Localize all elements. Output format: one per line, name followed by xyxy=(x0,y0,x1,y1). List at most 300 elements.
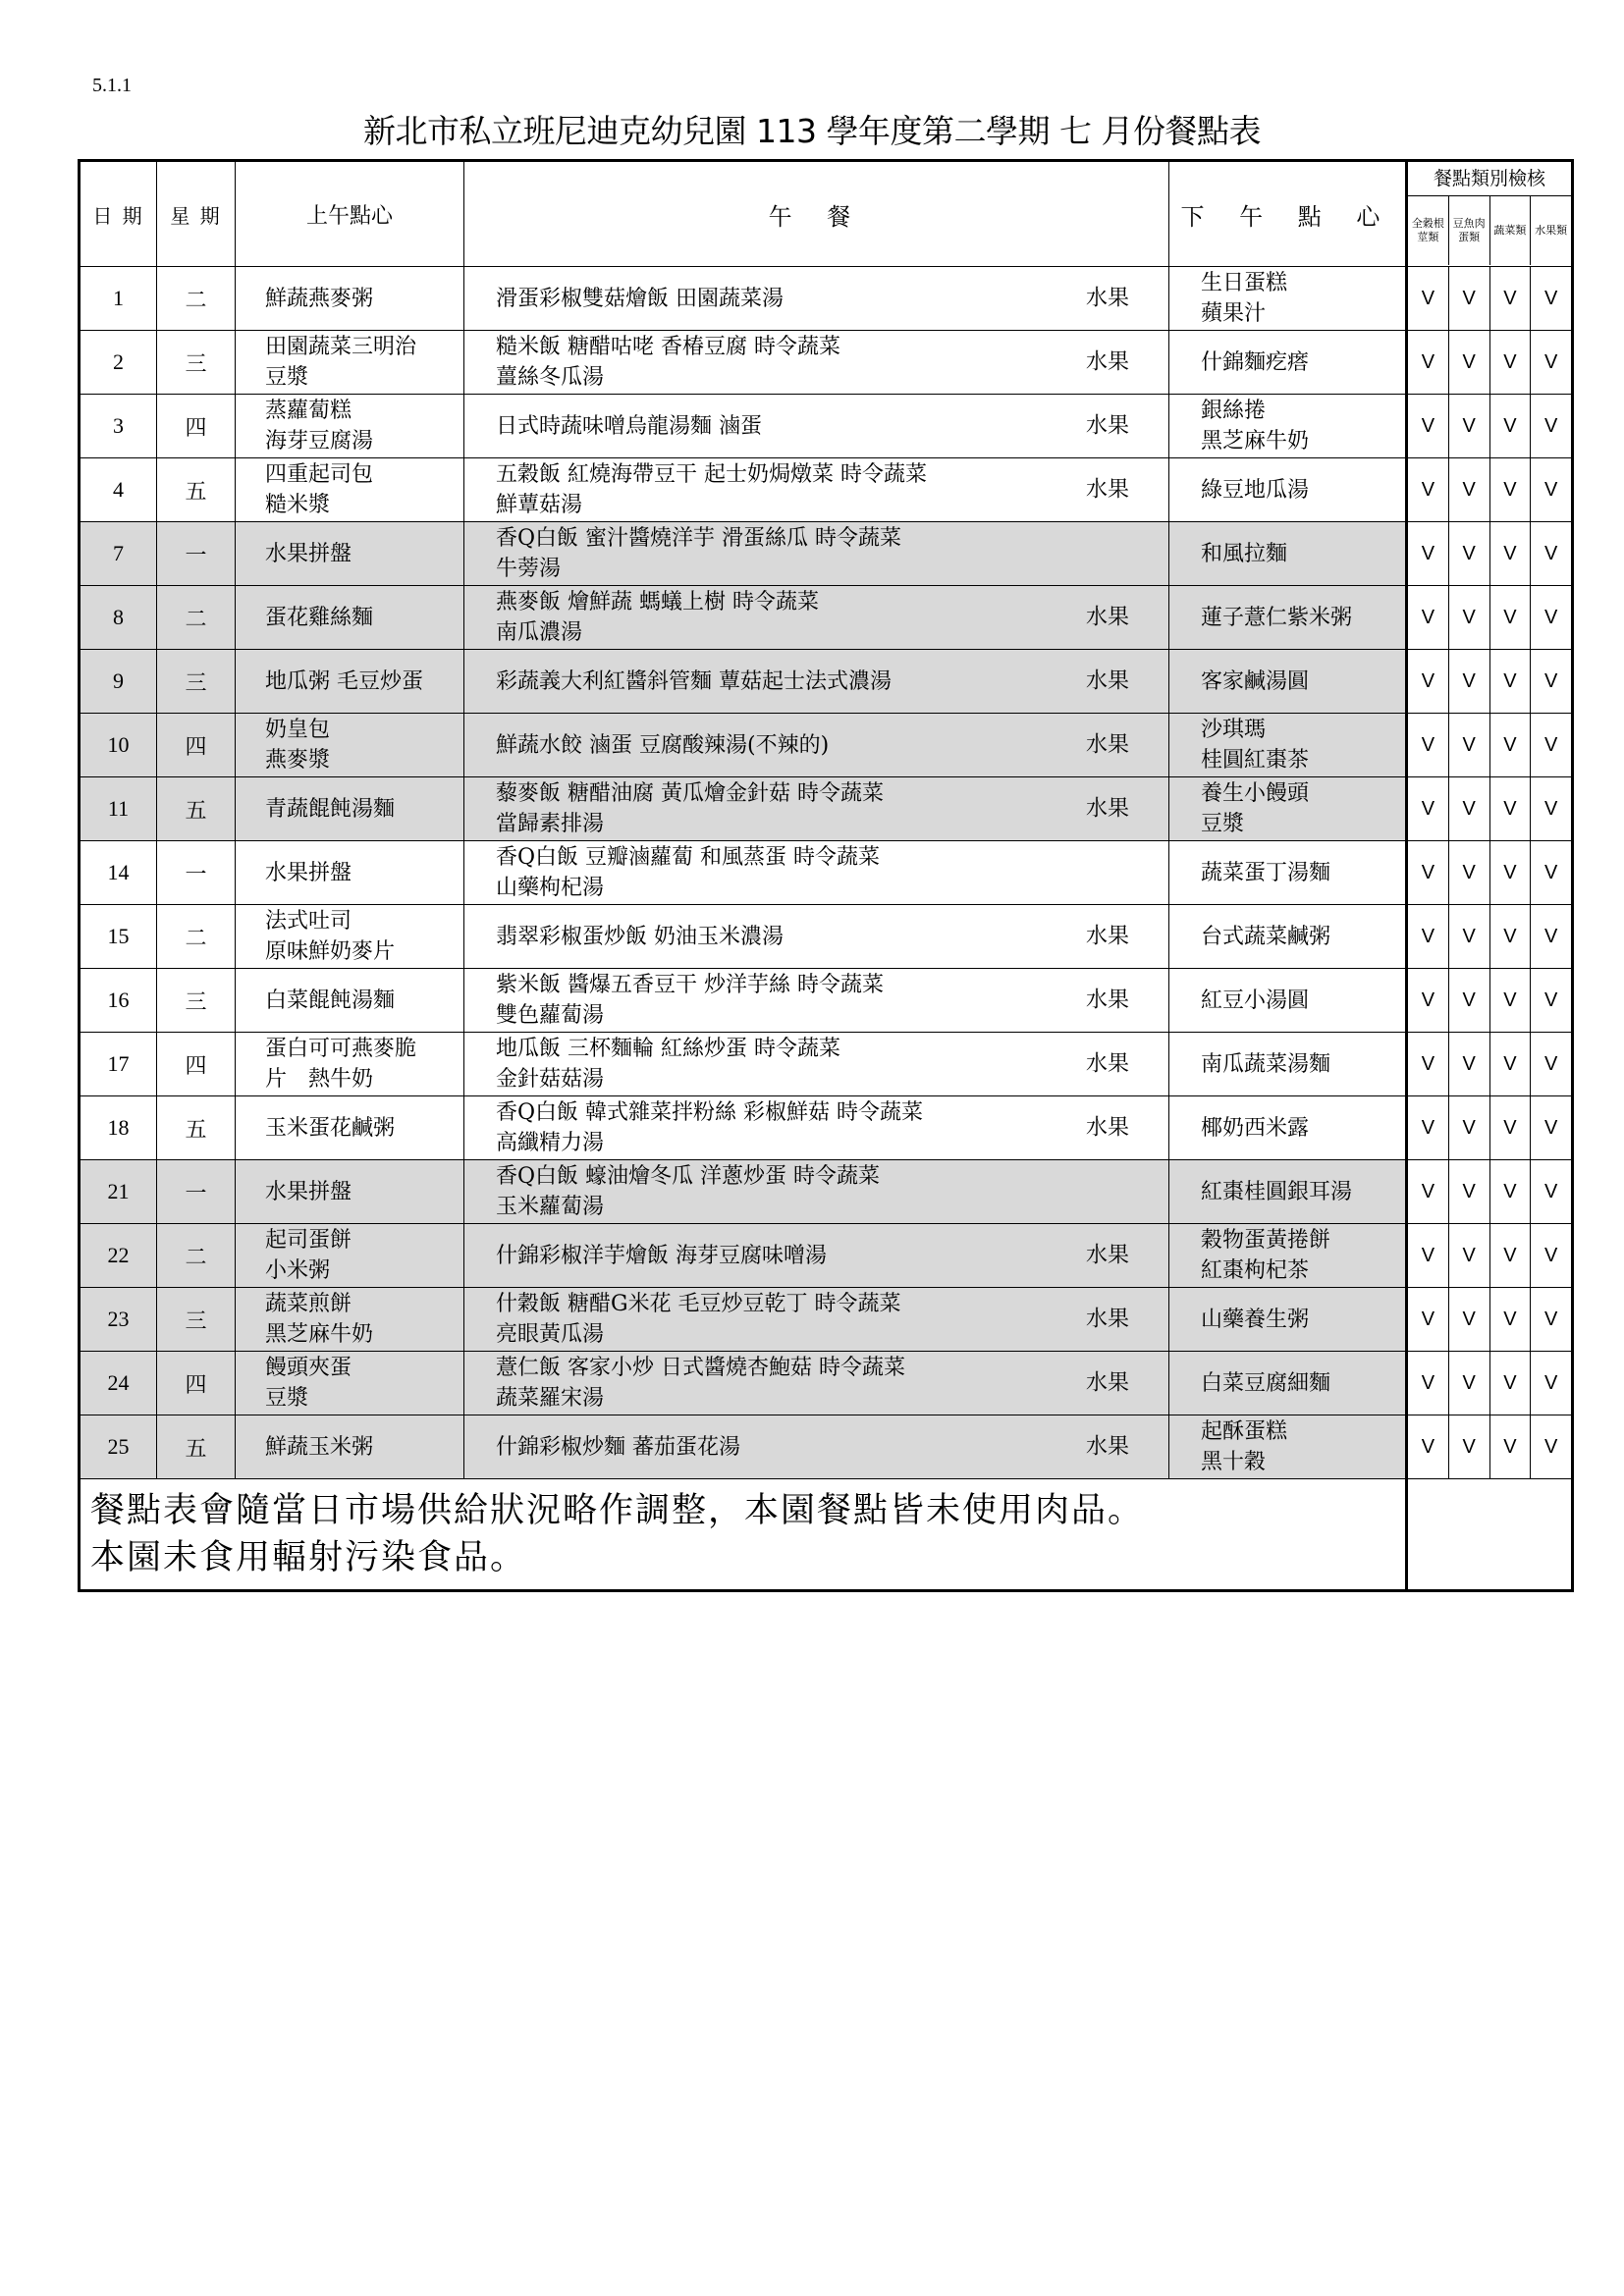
header-check xyxy=(1407,161,1573,267)
check-marks xyxy=(1408,1288,1571,1351)
header-weekday: 星 期 xyxy=(157,161,236,267)
check-marks xyxy=(1408,1224,1571,1287)
cell-date: 23 xyxy=(80,1288,157,1352)
check-marks xyxy=(1408,331,1571,394)
cell-am-snack xyxy=(236,1033,464,1096)
cell-weekday: 三 xyxy=(157,1288,236,1352)
cell-lunch xyxy=(464,1033,1169,1096)
cell-lunch xyxy=(464,905,1169,969)
check-mark: V xyxy=(1489,1224,1531,1287)
check-mark: V xyxy=(1448,969,1489,1032)
cell-weekday: 五 xyxy=(157,458,236,522)
table-row xyxy=(80,586,1573,650)
cell-date: 25 xyxy=(80,1415,157,1479)
cell-lunch xyxy=(464,714,1169,777)
cell-pm-snack xyxy=(1169,1415,1407,1479)
cell-lunch xyxy=(464,522,1169,586)
cell-check xyxy=(1407,1288,1573,1352)
lunch-fruit: 水果 xyxy=(1085,1115,1129,1141)
cell-check xyxy=(1407,1096,1573,1160)
cell-lunch xyxy=(464,841,1169,905)
am-snack-line: 水果拼盤 xyxy=(265,1179,352,1204)
cell-date: 3 xyxy=(80,395,157,458)
cell-am-snack xyxy=(236,1224,464,1288)
lunch-line: 什錦彩椒炒麵 蕃茄蛋花湯 xyxy=(496,1434,740,1460)
table-row xyxy=(80,267,1573,331)
cell-am-snack xyxy=(236,395,464,458)
am-snack-line: 饅頭夾蛋 xyxy=(265,1356,352,1380)
check-marks xyxy=(1408,1415,1571,1478)
cell-am-snack xyxy=(236,331,464,395)
lunch-fruit: 水果 xyxy=(1085,732,1129,758)
check-mark: V xyxy=(1448,1224,1489,1287)
check-marks xyxy=(1408,522,1571,585)
lunch-fruit: 水果 xyxy=(1085,413,1129,439)
cell-pm-snack xyxy=(1169,1160,1407,1224)
table-row xyxy=(80,1288,1573,1352)
am-snack-line: 奶皇包 xyxy=(265,718,331,742)
cell-am-snack xyxy=(236,1288,464,1352)
lunch-fruit: 水果 xyxy=(1085,1243,1129,1268)
lunch-line: 金針菇菇湯 xyxy=(496,1067,605,1092)
cell-lunch xyxy=(464,777,1169,841)
cell-pm-snack xyxy=(1169,777,1407,841)
check-marks xyxy=(1408,777,1571,840)
pm-snack-line: 台式蔬菜鹹粥 xyxy=(1201,924,1331,949)
check-mark: V xyxy=(1421,350,1435,373)
cell-am-snack xyxy=(236,841,464,905)
cell-lunch xyxy=(464,1415,1169,1479)
check-mark: V xyxy=(1421,925,1435,947)
lunch-line: 高纖精力湯 xyxy=(496,1131,605,1155)
table-row xyxy=(80,1415,1573,1479)
check-mark: V xyxy=(1530,714,1571,776)
cell-date: 14 xyxy=(80,841,157,905)
am-snack-line: 燕麥漿 xyxy=(265,748,331,773)
am-snack-line: 蛋花雞絲麵 xyxy=(265,605,374,630)
am-snack-line: 黑芝麻牛奶 xyxy=(265,1322,374,1347)
pm-snack-line: 南瓜蔬菜湯麵 xyxy=(1201,1051,1331,1077)
lunch-line: 燕麥飯 燴鮮蔬 螞蟻上樹 時令蔬菜 xyxy=(496,590,819,614)
cell-check xyxy=(1407,714,1573,777)
check-mark: V xyxy=(1421,669,1435,692)
cell-date: 24 xyxy=(80,1352,157,1415)
cell-weekday: 二 xyxy=(157,586,236,650)
am-snack-line: 水果拼盤 xyxy=(265,541,352,566)
lunch-line: 亮眼黃瓜湯 xyxy=(496,1322,605,1347)
cell-date: 17 xyxy=(80,1033,157,1096)
lunch-line: 香Q白飯 蠔油燴冬瓜 洋蔥炒蛋 時令蔬菜 xyxy=(496,1164,881,1189)
am-snack-line: 海芽豆腐湯 xyxy=(265,429,374,454)
lunch-fruit: 水果 xyxy=(1085,1307,1129,1332)
lunch-fruit: 水果 xyxy=(1085,286,1129,311)
check-mark: V xyxy=(1421,1116,1435,1139)
table-row xyxy=(80,522,1573,586)
meal-table xyxy=(78,159,1574,1592)
check-mark: V xyxy=(1448,1288,1489,1351)
cell-lunch xyxy=(464,458,1169,522)
lunch-line: 藜麥飯 糖醋油腐 黃瓜燴金針菇 時令蔬菜 xyxy=(496,781,884,806)
check-mark: V xyxy=(1530,331,1571,394)
check-marks xyxy=(1408,1096,1571,1159)
check-mark: V xyxy=(1421,861,1435,883)
check-mark: V xyxy=(1448,841,1489,904)
table-row xyxy=(80,714,1573,777)
pm-snack-line: 和風拉麵 xyxy=(1201,541,1288,566)
pm-snack-line: 黑芝麻牛奶 xyxy=(1201,429,1310,454)
cell-date: 21 xyxy=(80,1160,157,1224)
lunch-line: 雙色蘿蔔湯 xyxy=(496,1003,605,1028)
lunch-fruit: 水果 xyxy=(1085,1370,1129,1396)
check-mark: V xyxy=(1530,522,1571,585)
cell-pm-snack xyxy=(1169,1096,1407,1160)
page-title: 新北市私立班尼迪克幼兒園 113 學年度第二學期 七 月份餐點表 xyxy=(363,112,1261,150)
check-col-protein: 豆魚肉蛋類 xyxy=(1448,196,1489,265)
pm-snack-line: 沙琪瑪 xyxy=(1201,718,1267,742)
check-marks xyxy=(1408,650,1571,713)
check-mark: V xyxy=(1448,714,1489,776)
check-mark: V xyxy=(1489,458,1531,521)
check-mark: V xyxy=(1489,905,1531,968)
cell-am-snack xyxy=(236,714,464,777)
pm-snack-line: 客家鹹湯圓 xyxy=(1201,668,1310,694)
check-mark: V xyxy=(1530,841,1571,904)
check-mark: V xyxy=(1448,1096,1489,1159)
table-row xyxy=(80,841,1573,905)
header-row xyxy=(80,161,1573,267)
am-snack-line: 四重起司包 xyxy=(265,462,374,487)
check-marks xyxy=(1408,1352,1571,1415)
cell-am-snack xyxy=(236,650,464,714)
cell-am-snack xyxy=(236,1352,464,1415)
cell-weekday: 三 xyxy=(157,650,236,714)
cell-weekday: 四 xyxy=(157,714,236,777)
check-mark: V xyxy=(1421,478,1435,501)
cell-weekday: 二 xyxy=(157,267,236,331)
pm-snack-line: 黑十穀 xyxy=(1201,1450,1267,1474)
cell-check xyxy=(1407,522,1573,586)
lunch-fruit: 水果 xyxy=(1085,477,1129,503)
check-marks xyxy=(1408,267,1571,330)
check-mark: V xyxy=(1530,650,1571,713)
check-marks xyxy=(1408,905,1571,968)
cell-weekday: 一 xyxy=(157,841,236,905)
am-snack-line: 原味鮮奶麥片 xyxy=(265,939,396,964)
check-mark: V xyxy=(1421,287,1435,309)
cell-lunch xyxy=(464,1288,1169,1352)
cell-weekday: 五 xyxy=(157,777,236,841)
table-row xyxy=(80,1033,1573,1096)
table-row xyxy=(80,1096,1573,1160)
cell-check xyxy=(1407,650,1573,714)
lunch-line: 鮮蔬水餃 滷蛋 豆腐酸辣湯(不辣的) xyxy=(496,732,830,758)
table-row xyxy=(80,331,1573,395)
lunch-line: 滑蛋彩椒雙菇燴飯 田園蔬菜湯 xyxy=(496,286,784,311)
lunch-line: 香Q白飯 豆瓣滷蘿蔔 和風蒸蛋 時令蔬菜 xyxy=(496,845,881,870)
cell-pm-snack xyxy=(1169,905,1407,969)
cell-date: 7 xyxy=(80,522,157,586)
cell-am-snack xyxy=(236,905,464,969)
check-mark: V xyxy=(1421,733,1435,756)
check-mark: V xyxy=(1489,522,1531,585)
cell-date: 1 xyxy=(80,267,157,331)
cell-check xyxy=(1407,331,1573,395)
check-title: 餐點類別檢核 xyxy=(1408,162,1571,196)
pm-snack-line: 桂圓紅棗茶 xyxy=(1201,748,1310,773)
table-row xyxy=(80,395,1573,458)
check-mark: V xyxy=(1489,841,1531,904)
check-mark: V xyxy=(1421,414,1435,437)
check-mark: V xyxy=(1421,1180,1435,1202)
cell-am-snack xyxy=(236,1096,464,1160)
footer-row xyxy=(80,1479,1573,1591)
check-mark: V xyxy=(1448,522,1489,585)
check-mark: V xyxy=(1448,586,1489,649)
cell-am-snack xyxy=(236,1415,464,1479)
cell-am-snack xyxy=(236,969,464,1033)
check-mark: V xyxy=(1421,1371,1435,1394)
cell-am-snack xyxy=(236,267,464,331)
lunch-line: 糙米飯 糖醋咕咾 香椿豆腐 時令蔬菜 xyxy=(496,335,840,359)
cell-check xyxy=(1407,1033,1573,1096)
lunch-line: 什錦彩椒洋芋燴飯 海芽豆腐味噌湯 xyxy=(496,1243,827,1268)
lunch-fruit: 水果 xyxy=(1085,349,1129,375)
cell-check xyxy=(1407,777,1573,841)
footer-note-line1: 餐點表會隨當日市場供給狀況略作調整，本園餐點皆未使用肉品。 xyxy=(90,1491,1145,1530)
am-snack-line: 鮮蔬玉米粥 xyxy=(265,1434,374,1460)
cell-check xyxy=(1407,586,1573,650)
am-snack-line: 法式吐司 xyxy=(265,909,352,934)
lunch-line: 當歸素排湯 xyxy=(496,812,605,836)
am-snack-line: 糙米漿 xyxy=(265,493,331,517)
cell-pm-snack xyxy=(1169,1288,1407,1352)
footer-note-line2: 本園未食用輻射污染食品。 xyxy=(90,1538,527,1577)
check-mark: V xyxy=(1530,1096,1571,1159)
cell-weekday: 一 xyxy=(157,1160,236,1224)
check-mark: V xyxy=(1530,395,1571,457)
cell-weekday: 三 xyxy=(157,969,236,1033)
cell-pm-snack xyxy=(1169,395,1407,458)
pm-snack-line: 什錦麵疙瘩 xyxy=(1201,349,1310,375)
check-mark: V xyxy=(1530,1224,1571,1287)
check-mark: V xyxy=(1530,586,1571,649)
am-snack-line: 玉米蛋花鹹粥 xyxy=(265,1115,396,1141)
check-mark: V xyxy=(1530,1415,1571,1478)
check-mark: V xyxy=(1530,458,1571,521)
check-mark: V xyxy=(1489,267,1531,330)
table-row xyxy=(80,905,1573,969)
check-mark: V xyxy=(1489,1033,1531,1095)
header-pm-snack: 下 午 點 心 xyxy=(1169,161,1407,267)
pm-snack-line: 蓮子薏仁紫米粥 xyxy=(1201,605,1353,630)
pm-snack-line: 生日蛋糕 xyxy=(1201,271,1288,295)
table-row xyxy=(80,458,1573,522)
lunch-line: 山藥枸杞湯 xyxy=(496,876,605,900)
table-row xyxy=(80,1352,1573,1415)
cell-date: 9 xyxy=(80,650,157,714)
lunch-line: 香Q白飯 蜜汁醬燒洋芋 滑蛋絲瓜 時令蔬菜 xyxy=(496,526,902,551)
check-mark: V xyxy=(1421,1435,1435,1458)
pm-snack-line: 豆漿 xyxy=(1201,812,1245,836)
cell-check xyxy=(1407,841,1573,905)
lunch-line: 玉米蘿蔔湯 xyxy=(496,1195,605,1219)
lunch-fruit: 水果 xyxy=(1085,668,1129,694)
check-mark: V xyxy=(1448,1033,1489,1095)
document-code: 5.1.1 xyxy=(92,75,132,96)
cell-weekday: 三 xyxy=(157,331,236,395)
check-mark: V xyxy=(1421,1052,1435,1075)
lunch-line: 牛蒡湯 xyxy=(496,557,562,581)
cell-weekday: 一 xyxy=(157,522,236,586)
cell-lunch xyxy=(464,1096,1169,1160)
cell-lunch xyxy=(464,1160,1169,1224)
cell-check xyxy=(1407,1415,1573,1479)
cell-pm-snack xyxy=(1169,714,1407,777)
cell-am-snack xyxy=(236,586,464,650)
am-snack-line: 地瓜粥 毛豆炒蛋 xyxy=(265,668,423,694)
cell-pm-snack xyxy=(1169,650,1407,714)
lunch-line: 什穀飯 糖醋G米花 毛豆炒豆乾丁 時令蔬菜 xyxy=(496,1292,901,1316)
cell-lunch xyxy=(464,1224,1169,1288)
check-mark: V xyxy=(1448,777,1489,840)
check-mark: V xyxy=(1489,777,1531,840)
table-row xyxy=(80,1160,1573,1224)
check-mark: V xyxy=(1489,1415,1531,1478)
cell-lunch xyxy=(464,650,1169,714)
cell-lunch xyxy=(464,586,1169,650)
check-marks xyxy=(1408,841,1571,904)
cell-pm-snack xyxy=(1169,1352,1407,1415)
cell-pm-snack xyxy=(1169,969,1407,1033)
cell-lunch xyxy=(464,969,1169,1033)
lunch-fruit: 水果 xyxy=(1085,605,1129,630)
cell-check xyxy=(1407,267,1573,331)
cell-am-snack xyxy=(236,1160,464,1224)
am-snack-line: 片 熱牛奶 xyxy=(265,1067,374,1092)
cell-weekday: 五 xyxy=(157,1415,236,1479)
pm-snack-line: 紅棗枸杞茶 xyxy=(1201,1258,1310,1283)
lunch-line: 蔬菜羅宋湯 xyxy=(496,1386,605,1411)
check-col-fruit: 水果類 xyxy=(1530,196,1571,265)
lunch-line: 鮮蕈菇湯 xyxy=(496,493,583,517)
am-snack-line: 田園蔬菜三明治 xyxy=(265,335,417,359)
pm-snack-line: 穀物蛋黃捲餅 xyxy=(1201,1228,1331,1253)
footer-note xyxy=(80,1479,1407,1591)
cell-am-snack xyxy=(236,458,464,522)
check-marks xyxy=(1408,586,1571,649)
check-marks xyxy=(1408,969,1571,1032)
footer-check-blank xyxy=(1407,1479,1573,1591)
cell-date: 16 xyxy=(80,969,157,1033)
check-mark: V xyxy=(1530,905,1571,968)
pm-snack-line: 紅棗桂圓銀耳湯 xyxy=(1201,1179,1353,1204)
check-col-grains: 全穀根莖類 xyxy=(1411,217,1444,243)
check-mark: V xyxy=(1448,1352,1489,1415)
check-mark: V xyxy=(1489,969,1531,1032)
cell-am-snack xyxy=(236,777,464,841)
lunch-fruit: 水果 xyxy=(1085,1051,1129,1077)
am-snack-line: 豆漿 xyxy=(265,365,309,390)
cell-pm-snack xyxy=(1169,841,1407,905)
check-mark: V xyxy=(1421,1244,1435,1266)
cell-date: 22 xyxy=(80,1224,157,1288)
am-snack-line: 蛋白可可燕麥脆 xyxy=(265,1037,417,1061)
header-lunch: 午 餐 xyxy=(464,161,1169,267)
check-mark: V xyxy=(1421,542,1435,564)
pm-snack-line: 銀絲捲 xyxy=(1201,399,1267,423)
check-mark: V xyxy=(1448,1415,1489,1478)
table-row xyxy=(80,777,1573,841)
check-mark: V xyxy=(1448,1160,1489,1223)
check-mark: V xyxy=(1448,650,1489,713)
header-am-snack: 上午點心 xyxy=(236,161,464,267)
cell-am-snack xyxy=(236,522,464,586)
pm-snack-line: 起酥蛋糕 xyxy=(1201,1419,1288,1444)
check-marks xyxy=(1408,1160,1571,1223)
check-marks xyxy=(1408,458,1571,521)
check-mark: V xyxy=(1489,1352,1531,1415)
check-mark: V xyxy=(1448,395,1489,457)
cell-lunch xyxy=(464,267,1169,331)
pm-snack-line: 養生小饅頭 xyxy=(1201,781,1310,806)
check-mark: V xyxy=(1448,458,1489,521)
pm-snack-line: 椰奶西米露 xyxy=(1201,1115,1310,1141)
am-snack-line: 蔬菜煎餅 xyxy=(265,1292,352,1316)
cell-check xyxy=(1407,1224,1573,1288)
lunch-fruit: 水果 xyxy=(1085,924,1129,949)
check-mark: V xyxy=(1489,650,1531,713)
cell-lunch xyxy=(464,1352,1169,1415)
check-marks xyxy=(1408,714,1571,776)
check-mark: V xyxy=(1421,988,1435,1011)
cell-check xyxy=(1407,905,1573,969)
lunch-line: 薏仁飯 客家小炒 日式醬燒杏鮑菇 時令蔬菜 xyxy=(496,1356,905,1380)
lunch-line: 五穀飯 紅燒海帶豆干 起士奶焗燉菜 時令蔬菜 xyxy=(496,462,927,487)
check-mark: V xyxy=(1489,586,1531,649)
cell-pm-snack xyxy=(1169,1224,1407,1288)
lunch-fruit: 水果 xyxy=(1085,796,1129,822)
check-mark: V xyxy=(1530,1033,1571,1095)
check-mark: V xyxy=(1489,331,1531,394)
cell-check xyxy=(1407,1160,1573,1224)
lunch-line: 彩蔬義大利紅醬斜管麵 蕈菇起士法式濃湯 xyxy=(496,668,892,694)
check-mark: V xyxy=(1448,267,1489,330)
check-mark: V xyxy=(1489,395,1531,457)
check-mark: V xyxy=(1448,905,1489,968)
lunch-line: 日式時蔬味噌烏龍湯麵 滷蛋 xyxy=(496,413,762,439)
check-mark: V xyxy=(1530,267,1571,330)
pm-snack-line: 紅豆小湯圓 xyxy=(1201,988,1310,1013)
lunch-line: 香Q白飯 韓式雜菜拌粉絲 彩椒鮮菇 時令蔬菜 xyxy=(496,1100,924,1125)
am-snack-line: 鮮蔬燕麥粥 xyxy=(265,286,374,311)
check-mark: V xyxy=(1421,797,1435,820)
pm-snack-line: 山藥養生粥 xyxy=(1201,1307,1310,1332)
cell-weekday: 五 xyxy=(157,1096,236,1160)
am-snack-line: 白菜餛飩湯麵 xyxy=(265,988,396,1013)
check-mark: V xyxy=(1489,1096,1531,1159)
lunch-fruit: 水果 xyxy=(1085,1434,1129,1460)
cell-weekday: 四 xyxy=(157,395,236,458)
cell-pm-snack xyxy=(1169,458,1407,522)
cell-weekday: 四 xyxy=(157,1352,236,1415)
check-mark: V xyxy=(1530,777,1571,840)
cell-pm-snack xyxy=(1169,586,1407,650)
check-mark: V xyxy=(1489,1160,1531,1223)
lunch-line: 紫米飯 醬爆五香豆干 炒洋芋絲 時令蔬菜 xyxy=(496,973,884,997)
lunch-line: 翡翠彩椒蛋炒飯 奶油玉米濃湯 xyxy=(496,924,784,949)
cell-check xyxy=(1407,1352,1573,1415)
am-snack-line: 蒸蘿蔔糕 xyxy=(265,399,352,423)
